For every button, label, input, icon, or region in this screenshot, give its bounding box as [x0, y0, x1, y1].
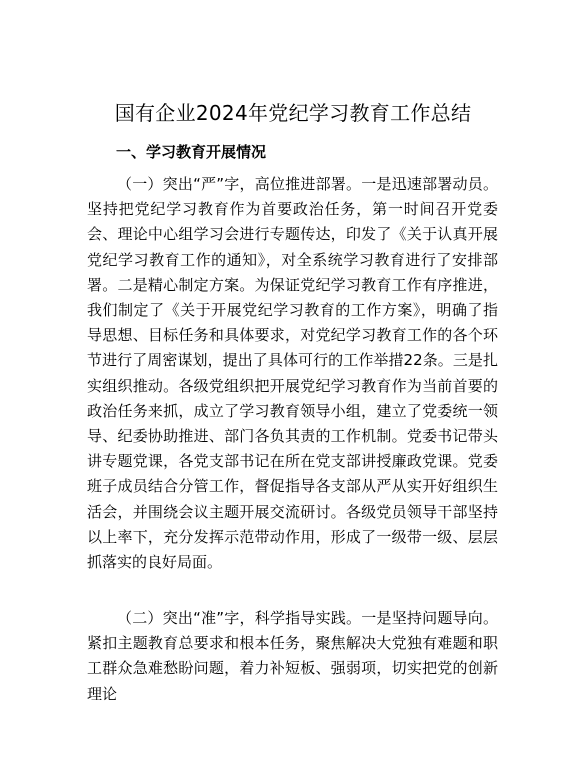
section-heading: 一、学习教育开展情况 [116, 143, 267, 161]
body-paragraph: （一）突出“严”字，高位推进部署。一是迅速部署动员。坚持把党纪学习教育作为首要政治任务，第一时间召开党委会、理论中心组学习会进行专题传达，印发了《关于认真开展党纪学习教育工作的通知》，对全系统学习教育进行了安排部署。二是精心制定方案。为保证党纪学习教育工作有序推进，我们制定了《关于开展党纪学习教育的工作方案》，明确了指导思想、目标任务和具体要求，对党纪学习教育工作的各个环节进行了周密谋划，提出了具体可行的工作举措22条。三是扎实组织推动。各级党组织把开展党纪学习教育作为当前首要的政治任务来抓，成立了学习教育领导小组，建立了党委统一领导、纪委协助推进、部门各负其责的工作机制。党委书记带头讲专题党课，各党支部书记在所在党支部讲授廉政党课。党委班子成员结合分管工作，督促指导各支部从严从实开好组织生活会，并围绕会议主题开展交流研讨。各级党员领导干部坚持以上率下，充分发挥示范带动作用，形成了一级带一级、层层抓落实的良好局面。 [87, 175, 498, 572]
document-title: 国有企业2024年党纪学习教育工作总结 [114, 101, 472, 125]
body-paragraph: （二）突出“准”字，科学指导实践。一是坚持问题导向。紧扣主题教育总要求和根本任务，聚焦解决大党独有难题和职工群众急难愁盼问题，着力补短板、强弱项，切实把党的创新理论 [87, 609, 498, 703]
